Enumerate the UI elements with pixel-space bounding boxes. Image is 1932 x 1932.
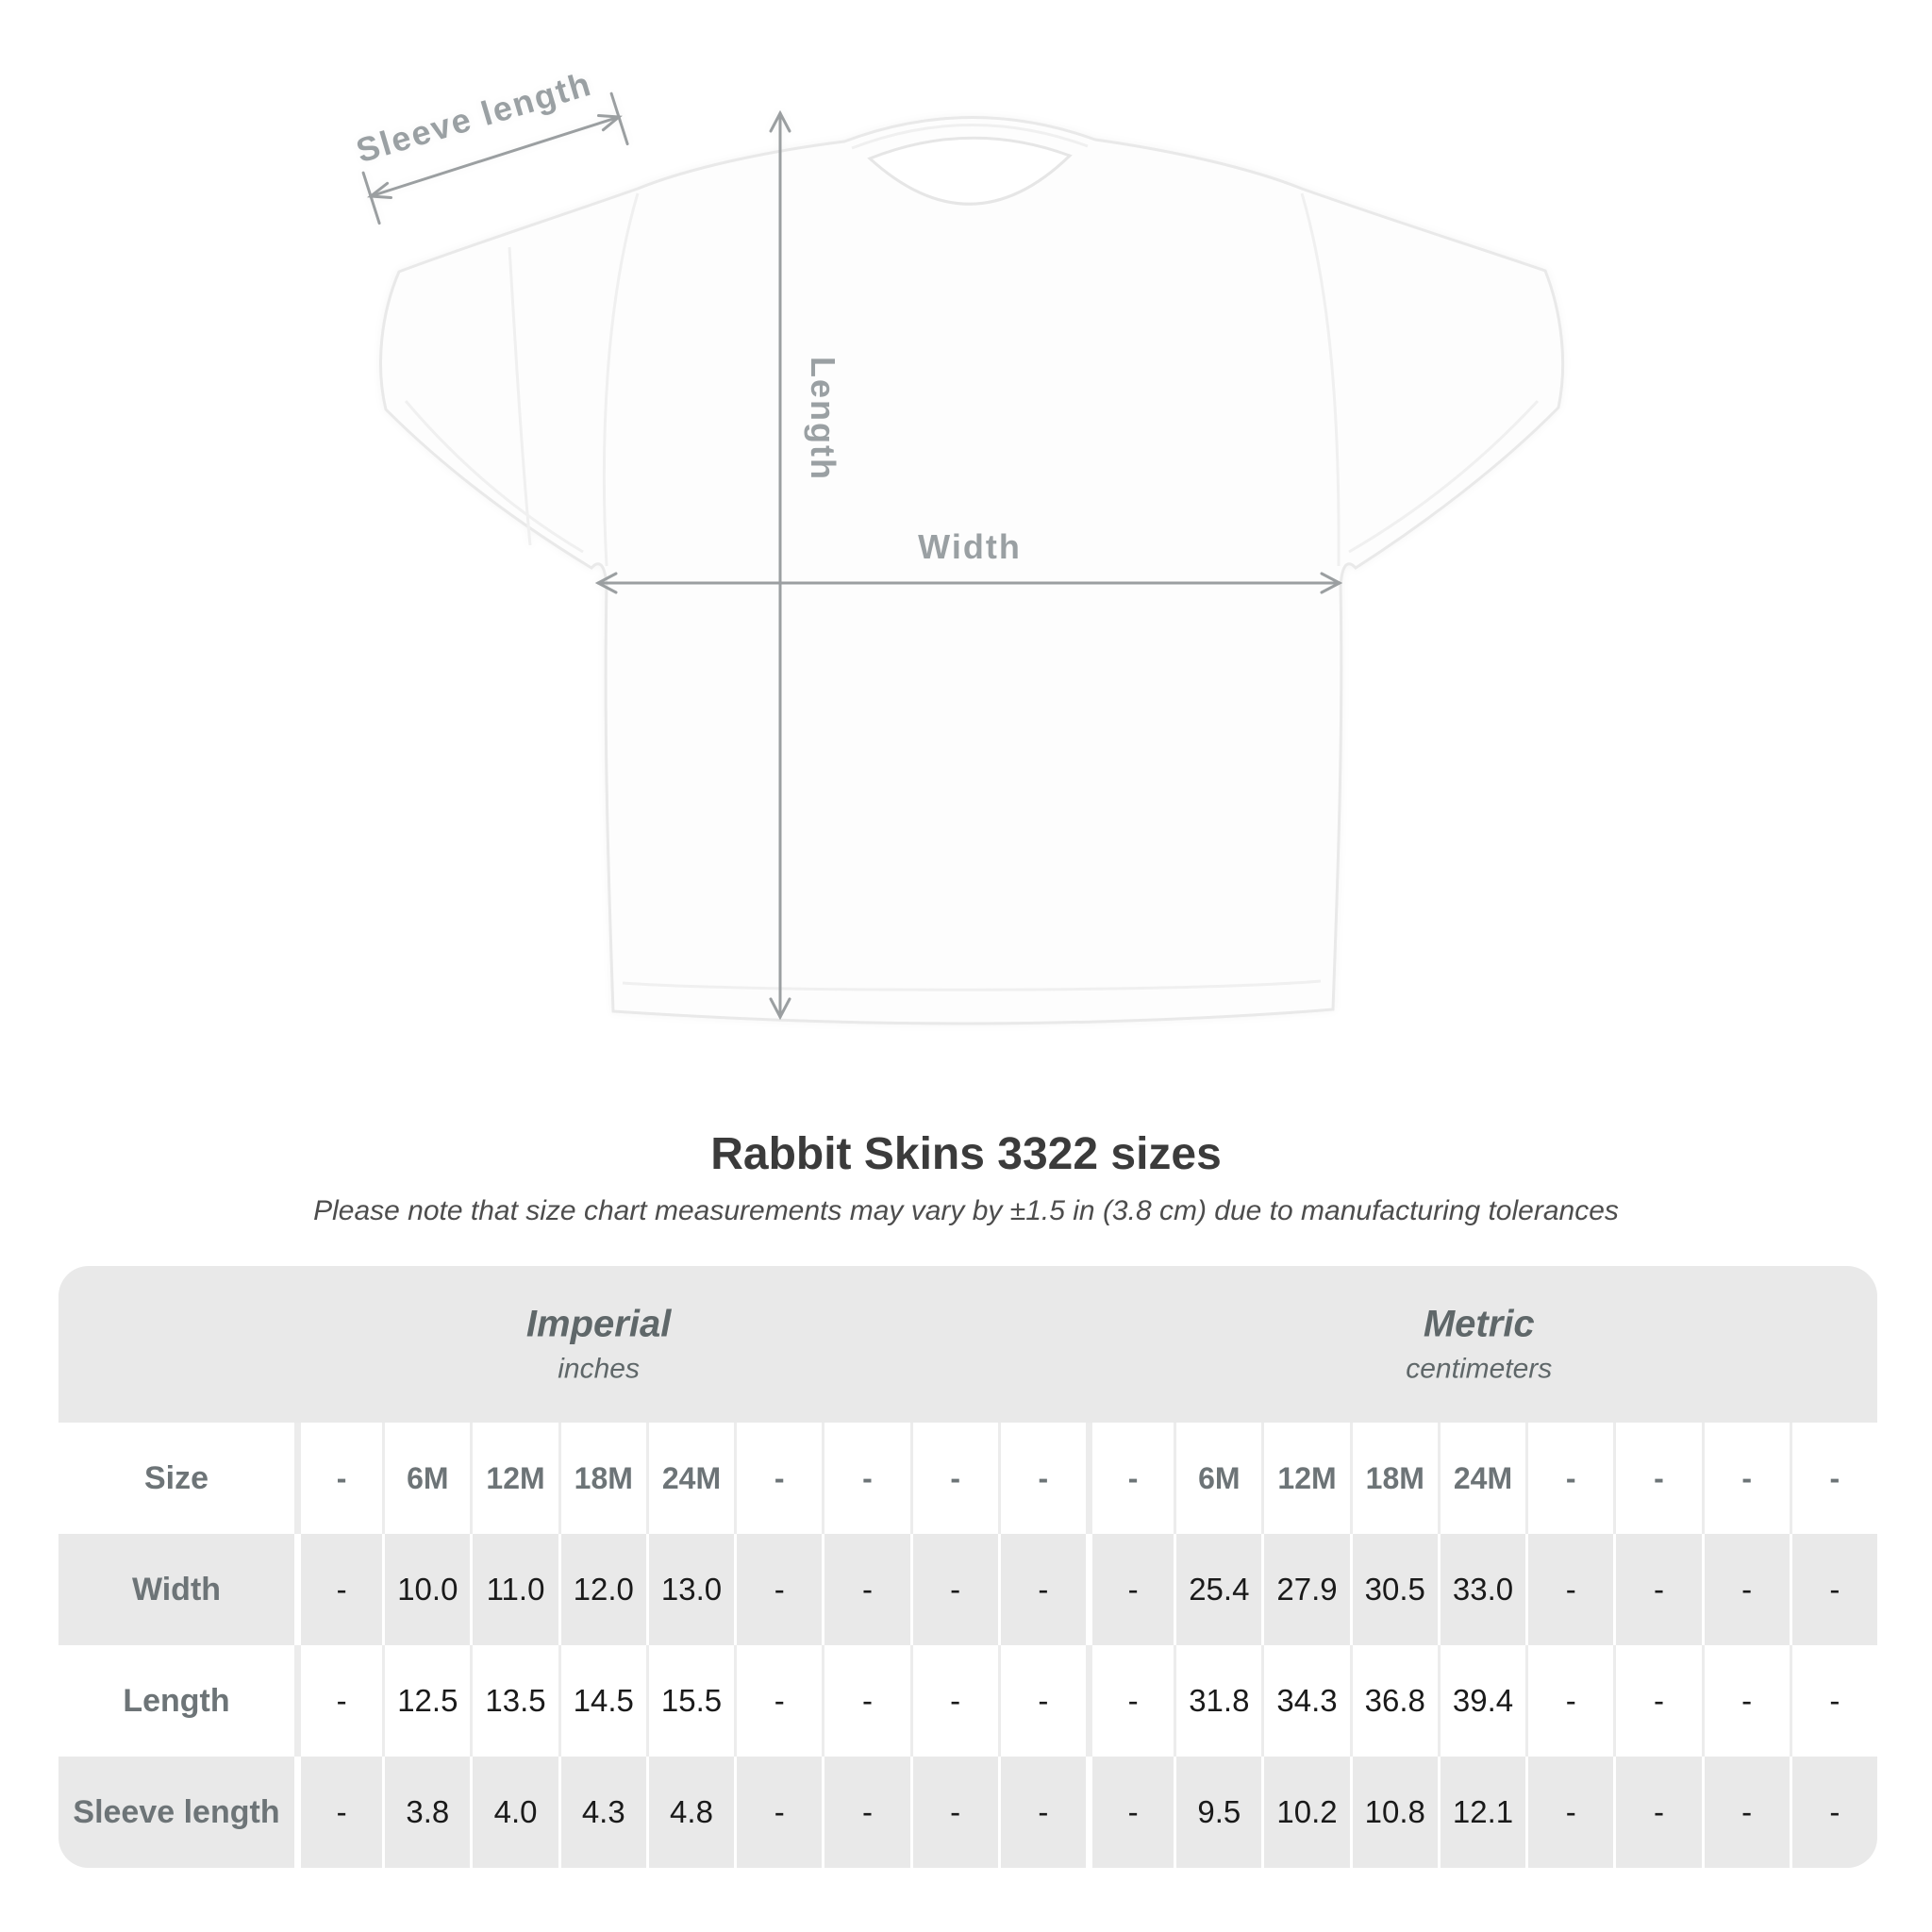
size-header-cell: - — [1790, 1423, 1877, 1534]
metric-title: Metric — [1423, 1303, 1535, 1345]
value-cell: 27.9 — [1261, 1534, 1349, 1645]
row-label: Length — [123, 1682, 230, 1719]
value-cell: - — [1086, 1757, 1174, 1868]
size-header-cell: - — [294, 1423, 382, 1534]
value-cell: 25.4 — [1174, 1534, 1261, 1645]
value-cell: 13.0 — [646, 1534, 734, 1645]
value-cell: 39.4 — [1438, 1645, 1525, 1757]
size-header-cell: 6M — [382, 1423, 470, 1534]
value-cell: - — [910, 1645, 998, 1757]
value-cell: 33.0 — [1438, 1534, 1525, 1645]
value-cell: - — [734, 1645, 822, 1757]
value-cell: - — [1525, 1757, 1613, 1868]
value-cell: - — [1702, 1534, 1790, 1645]
table-row-width — [58, 1534, 1877, 1645]
value-cell: - — [822, 1645, 909, 1757]
value-cell: 15.5 — [646, 1645, 734, 1757]
imperial-unit: inches — [558, 1353, 640, 1385]
value-cell: 10.0 — [382, 1534, 470, 1645]
size-header-cell: - — [734, 1423, 822, 1534]
table-row-sleeve-length — [58, 1757, 1877, 1868]
value-cell: 4.0 — [470, 1757, 558, 1868]
size-header-cell: 18M — [558, 1423, 646, 1534]
table-header-band — [58, 1266, 1877, 1423]
page-title: Rabbit Skins 3322 sizes — [710, 1129, 1222, 1179]
size-header-cell: 24M — [1438, 1423, 1525, 1534]
value-cell: 4.8 — [646, 1757, 734, 1868]
value-cell: - — [998, 1757, 1086, 1868]
title-block — [0, 1128, 1932, 1227]
value-cell: - — [998, 1534, 1086, 1645]
value-cell: - — [1525, 1645, 1613, 1757]
value-cell: 36.8 — [1350, 1645, 1438, 1757]
page-subtitle: Please note that size chart measurements may vary by ±1.5 in (3.8 cm) due to manufacturing tolerances — [313, 1195, 1619, 1226]
size-header-cell: - — [1702, 1423, 1790, 1534]
size-header-cell: 12M — [470, 1423, 558, 1534]
value-cell: - — [822, 1534, 909, 1645]
size-header-cell: 24M — [646, 1423, 734, 1534]
value-cell: - — [734, 1757, 822, 1868]
metric-unit: centimeters — [1406, 1353, 1553, 1385]
imperial-title: Imperial — [525, 1303, 672, 1345]
value-cell: 4.3 — [558, 1757, 646, 1868]
value-cell: - — [1086, 1645, 1174, 1757]
value-cell: - — [1790, 1534, 1877, 1645]
value-cell: - — [910, 1757, 998, 1868]
value-cell: - — [1613, 1645, 1701, 1757]
value-cell: 34.3 — [1261, 1645, 1349, 1757]
tshirt-illustration — [381, 117, 1563, 1024]
value-cell: 10.2 — [1261, 1757, 1349, 1868]
value-cell: 13.5 — [470, 1645, 558, 1757]
value-cell: - — [294, 1534, 382, 1645]
size-header-cell: - — [998, 1423, 1086, 1534]
value-cell: 12.5 — [382, 1645, 470, 1757]
value-cell: - — [294, 1757, 382, 1868]
value-cell: 11.0 — [470, 1534, 558, 1645]
value-cell: - — [1613, 1757, 1701, 1868]
value-cell: - — [822, 1757, 909, 1868]
value-cell: - — [294, 1645, 382, 1757]
value-cell: 12.1 — [1438, 1757, 1525, 1868]
value-cell: 30.5 — [1350, 1534, 1438, 1645]
size-header-cell: - — [910, 1423, 998, 1534]
value-cell: 10.8 — [1350, 1757, 1438, 1868]
value-cell: - — [1702, 1645, 1790, 1757]
value-cell: 9.5 — [1174, 1757, 1261, 1868]
size-table — [58, 1266, 1877, 1868]
value-cell: - — [1525, 1534, 1613, 1645]
table-row-length — [58, 1645, 1877, 1757]
imperial-section-header — [526, 1304, 671, 1386]
size-header-cell: 18M — [1350, 1423, 1438, 1534]
row-label: Size — [143, 1459, 209, 1496]
value-cell: - — [1086, 1534, 1174, 1645]
value-cell: - — [998, 1645, 1086, 1757]
value-cell: 14.5 — [558, 1645, 646, 1757]
value-cell: - — [1702, 1757, 1790, 1868]
size-header-cell: 6M — [1174, 1423, 1261, 1534]
value-cell: - — [910, 1534, 998, 1645]
value-cell: - — [1613, 1534, 1701, 1645]
value-cell: - — [734, 1534, 822, 1645]
value-cell: - — [1790, 1757, 1877, 1868]
value-cell: 12.0 — [558, 1534, 646, 1645]
length-label: Length — [804, 357, 842, 481]
table-row-size — [58, 1423, 1877, 1534]
value-cell: - — [1790, 1645, 1877, 1757]
value-cell: 3.8 — [382, 1757, 470, 1868]
table-rows — [58, 1423, 1877, 1868]
row-label: Width — [131, 1571, 222, 1607]
value-cell: 31.8 — [1174, 1645, 1261, 1757]
size-header-cell: - — [1525, 1423, 1613, 1534]
size-header-cell: - — [822, 1423, 909, 1534]
sleeve-length-label: Sleeve length — [351, 63, 597, 171]
size-header-cell: - — [1613, 1423, 1701, 1534]
width-label: Width — [918, 527, 1022, 566]
row-label: Sleeve length — [73, 1793, 280, 1830]
size-header-cell: - — [1086, 1423, 1174, 1534]
metric-section-header — [1406, 1304, 1552, 1386]
size-header-cell: 12M — [1261, 1423, 1349, 1534]
